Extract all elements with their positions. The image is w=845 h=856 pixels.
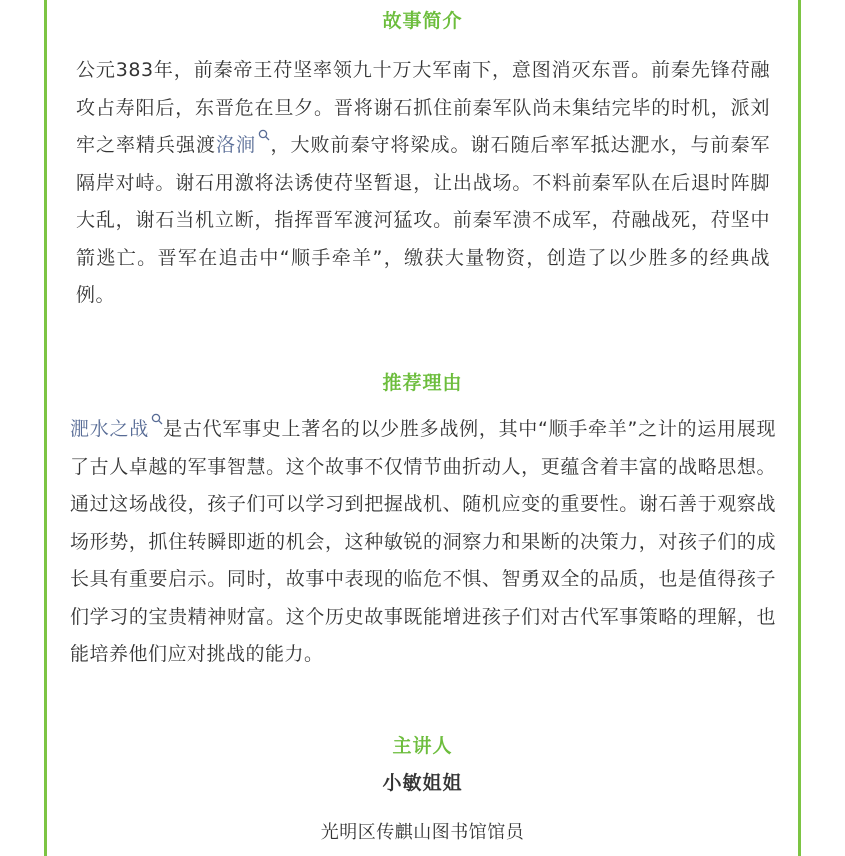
reason-heading: 推荐理由 [382, 372, 463, 394]
presenter-title: 光明区传麒山图书馆馆员 [320, 822, 525, 843]
search-icon[interactable] [151, 413, 163, 425]
story-heading: 故事简介 [382, 10, 463, 32]
story-paragraph [76, 52, 770, 315]
luojian-link[interactable]: 洛涧 [216, 134, 256, 156]
story-text-2: ，大败前秦守将梁成。谢石随后率军抵达淝水，与前秦军隔岸对峙。谢石用激将法诱使苻坚暂退，让出战场。不料前秦军队在后退时阵脚大乱，谢石当机立断，指挥晋军渡河猛攻。前秦军溃不成军，苻融战死，苻坚中箭逃亡。晋军在追击中“顺手牵羊”，缴获大量物资，创造了以少胜多的经典战例。 [76, 134, 770, 306]
reason-paragraph [70, 411, 776, 674]
reason-text: 是古代军事史上著名的以少胜多战例，其中“顺手牵羊”之计的运用展现了古人卓越的军事智慧。这个故事不仅情节曲折动人，更蕴含着丰富的战略思想。通过这场战役，孩子们可以学习到把握战机、随机应变的重要性。谢石善于观察战场形势，抓住转瞬即逝的机会，这种敏锐的洞察力和果断的决策力，对孩子们的成长具有重要启示。同时，故事中表现的临危不惧、智勇双全的品质，也是值得孩子们学习的宝贵精神财富。这个历史故事既能增进孩子们对古代军事策略的理解，也能培养他们应对挑战的能力。 [70, 418, 776, 665]
presenter-heading: 主讲人 [392, 735, 453, 757]
search-icon[interactable] [258, 129, 270, 141]
story-text-1: 公元383年，前秦帝王苻坚率领九十万大军南下，意图消灭东晋。前秦先锋苻融攻占寿阳后，东晋危在旦夕。晋将谢石抓住前秦军队尚未集结完毕的时机，派刘牢之率精兵强渡 [76, 59, 770, 156]
feishui-battle-link[interactable]: 淝水之战 [70, 418, 149, 440]
presenter-name: 小敏姐姐 [382, 772, 463, 794]
